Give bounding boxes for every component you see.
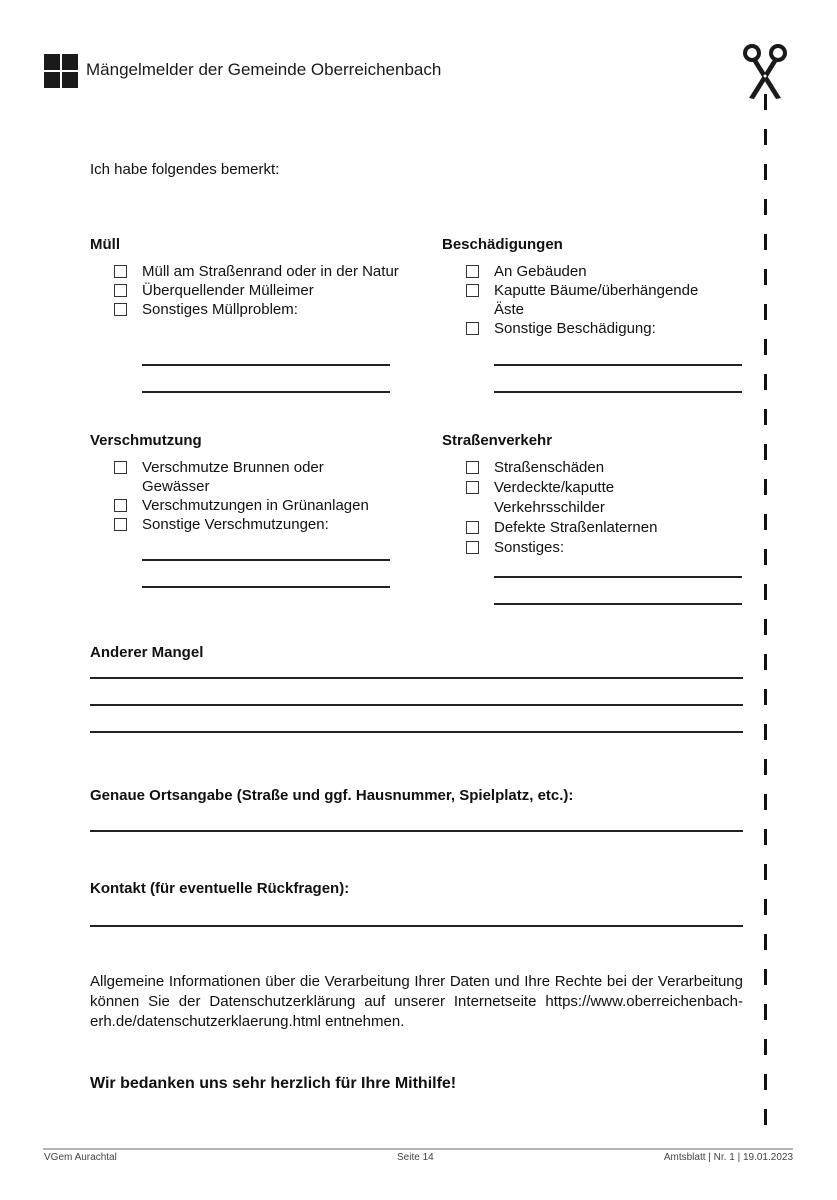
write-line[interactable]: [494, 391, 742, 393]
write-line[interactable]: [142, 559, 390, 561]
write-line[interactable]: [90, 704, 743, 706]
footer-right: Amtsblatt | Nr. 1 | 19.01.2023: [663, 1152, 793, 1163]
kontakt-line[interactable]: [90, 925, 743, 927]
checkbox-item[interactable]: Sonstiges Müllproblem:: [90, 300, 400, 319]
write-line[interactable]: [142, 391, 390, 393]
section-verschmutzung: [90, 432, 400, 534]
checkbox-item[interactable]: Sonstige Beschädigung:: [442, 319, 752, 338]
checkbox-item[interactable]: Müll am Straßenrand oder in der Natur: [90, 262, 400, 281]
checkbox-item[interactable]: Verdeckte/kaputte Verkehrsschilder: [442, 478, 684, 518]
privacy-notice: Allgemeine Informationen über die Verarbeitung Ihrer Daten und Ihre Rechte bei der Verarbeitung können Sie der Datenschutzerklärung auf unserer Internetseite https://www.oberreichenbach-erh.de/datenschutzerklaerung.html entnehmen.: [90, 973, 743, 1030]
section-heading: Straßenverkehr: [442, 432, 553, 449]
write-line[interactable]: [494, 603, 742, 605]
footer-divider: [43, 1148, 793, 1150]
checkbox-item[interactable]: An Gebäuden: [442, 262, 752, 281]
checkbox-item[interactable]: Verschmutze Brunnen oder Gewässer: [90, 458, 377, 496]
ortsangabe-line[interactable]: [90, 830, 743, 832]
write-line[interactable]: [142, 586, 390, 588]
logo-icon: [44, 54, 78, 88]
intro-text: Ich habe folgendes bemerkt:: [90, 161, 280, 178]
write-line[interactable]: [494, 576, 742, 578]
section-strassenverkehr: [442, 432, 752, 558]
checkbox[interactable]: [114, 303, 127, 316]
checkbox[interactable]: [114, 499, 127, 512]
section-heading: Verschmutzung: [90, 432, 202, 449]
checkbox-item[interactable]: Verschmutzungen in Grünanlagen: [90, 496, 400, 515]
checkbox[interactable]: [466, 481, 479, 494]
write-line[interactable]: [494, 364, 742, 366]
ortsangabe-label: Genaue Ortsangabe (Straße und ggf. Hausnummer, Spielplatz, etc.):: [90, 787, 574, 804]
section-heading: Müll: [90, 236, 120, 253]
checkbox[interactable]: [114, 284, 127, 297]
kontakt-label: Kontakt (für eventuelle Rückfragen):: [90, 880, 350, 897]
section-beschaedigungen: [442, 236, 752, 338]
footer-left: VGem Aurachtal: [44, 1152, 117, 1163]
checkbox-item[interactable]: Sonstige Verschmutzungen:: [90, 515, 400, 534]
checkbox-item[interactable]: Kaputte Bäume/überhängende Äste: [442, 281, 704, 319]
checkbox[interactable]: [466, 461, 479, 474]
checkbox-item[interactable]: Straßenschäden: [442, 458, 752, 478]
checkbox-item[interactable]: Sonstiges:: [442, 538, 752, 558]
write-line[interactable]: [142, 364, 390, 366]
write-line[interactable]: [90, 731, 743, 733]
write-line[interactable]: [90, 677, 743, 679]
cut-line: [764, 94, 767, 1134]
checkbox-item[interactable]: Defekte Straßenlaternen: [442, 518, 752, 538]
checkbox[interactable]: [466, 541, 479, 554]
checkbox[interactable]: [466, 521, 479, 534]
section-heading: Beschädigungen: [442, 236, 563, 253]
checkbox[interactable]: [114, 265, 127, 278]
checkbox[interactable]: [114, 518, 127, 531]
scissors-icon: [741, 42, 789, 102]
checkbox[interactable]: [114, 461, 127, 474]
page-title: Mängelmelder der Gemeinde Oberreichenbach: [86, 60, 442, 79]
anderer-mangel-heading: Anderer Mangel: [90, 644, 204, 661]
checkbox-item[interactable]: Überquellender Mülleimer: [90, 281, 400, 300]
footer-page: Seite 14: [397, 1152, 434, 1163]
checkbox[interactable]: [466, 265, 479, 278]
section-muell: [90, 236, 400, 319]
thanks-text: Wir bedanken uns sehr herzlich für Ihre Mithilfe!: [90, 1075, 457, 1092]
checkbox[interactable]: [466, 284, 479, 297]
checkbox[interactable]: [466, 322, 479, 335]
